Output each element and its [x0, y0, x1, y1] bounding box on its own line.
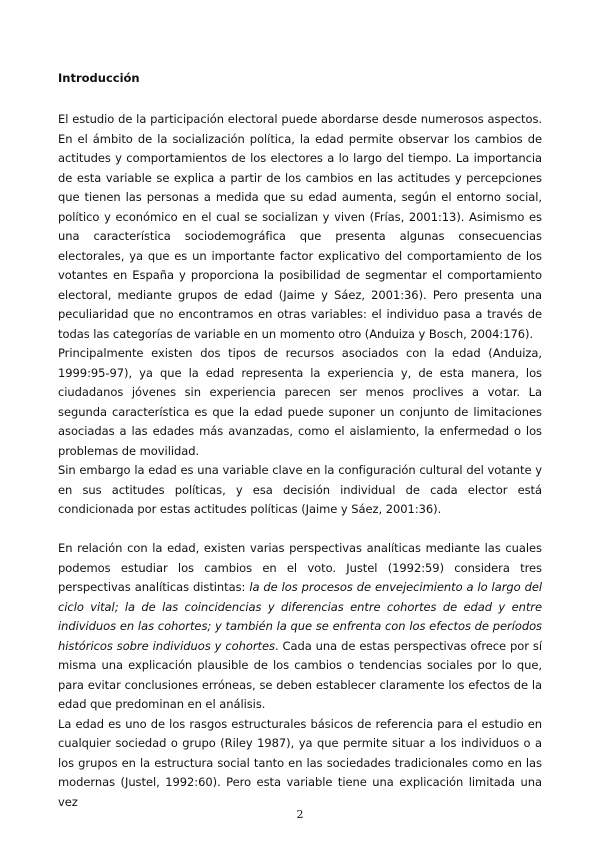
page-number: 2 [296, 808, 304, 821]
paragraph-3: Sin embargo la edad es una variable clave en la configuración cultural del votante y en sus actitudes políticas, y esa decisión individual de cada elector está condicionada por estas actitudes políticas (Jaime y Sáez, 2001:36). [58, 463, 542, 516]
paragraph-2: Principalmente existen dos tipos de recursos asociados con la edad (Anduiza, 1999:95-97), ya que la edad representa la experiencia y, de esta manera, los ciudadanos jóvenes sin experiencia parecen ser menos proclives a votar. La segunda característica es que la edad puede suponer un conjunto de limitaciones asociadas a las edades más avanzadas, como el aislamiento, la enfermedad o los problemas de movilidad. [58, 346, 542, 458]
document-body [58, 68, 542, 812]
paragraph-4-tail: . Cada una de estas perspectivas ofrece por sí misma una explicación plausible de los cambios o tendencias sociales por lo que, para evitar conclusiones erróneas, se deben establecer claramente los efectos de la edad que predominan en el análisis. [58, 638, 542, 711]
paragraph-4-quote: la de los procesos de envejecimiento a lo largo del ciclo vital; la de las coincidencias y diferencias entre cohortes de edad y entre individuos en las cohortes; y también la que se enfrenta con los efectos de períodos históricos sobre individuos y cohortes [58, 580, 542, 653]
paragraph-1: El estudio de la participación electoral puede abordarse desde numerosos aspectos. En el ámbito de la socialización política, la edad permite observar los cambios de actitudes y comportamientos de los electores a lo largo del tiempo. La importancia de esta variable se explica a partir de los cambios en las actitudes y percepciones que tienen las personas a medida que su edad aumenta, según el entorno social, político y económico en el cual se socializan y viven (Frías, 2001:13). Asimismo es una característica sociodemográfica que presenta algunas consecuencias electorales, ya que es un importante factor explicativo del comportamiento de los votantes en España y proporciona la posibilidad de segmentar el comportamiento electoral, mediante grupos de edad (Jaime y Sáez, 2001:36). Pero presenta una peculiaridad que no encontramos en otras variables: el individuo pasa a través de todas las categorías de variable en un momento otro (Anduiza y Bosch, 2004:176). [58, 112, 542, 341]
paragraph-4-lead: En relación con la edad, existen varias perspectivas analíticas mediante las cuales podemos estudiar los cambios en el voto. Justel (1992:59) considera tres perspectivas analíticas distintas: [58, 541, 542, 594]
paragraph-4 [58, 539, 542, 715]
section-heading: Introducción [58, 71, 140, 85]
paragraph-5: La edad es uno de los rasgos estructurales básicos de referencia para el estudio en cualquier sociedad o grupo (Riley 1987), ya que permite situar a los individuos o a los grupos en la estructura social tanto en las sociedades tradicionales como en las modernas (Justel, 1992:60). Pero esta variable tiene una explicación limitada una vez [58, 716, 542, 809]
